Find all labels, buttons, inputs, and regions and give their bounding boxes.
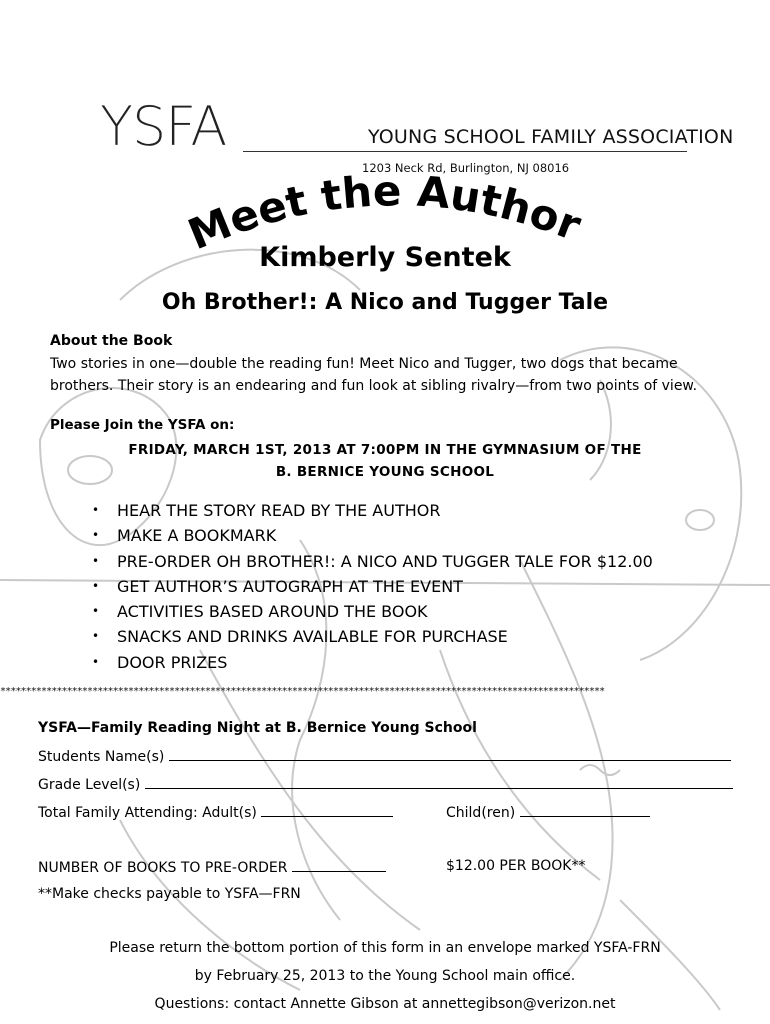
grade-label: Grade Level(s) xyxy=(38,777,141,793)
price-label: $12.00 PER BOOK** xyxy=(446,858,586,874)
list-item: • SNACKS AND DRINKS AVAILABLE FOR PURCHASE xyxy=(92,624,653,649)
organization-address: 1203 Neck Rd, Burlington, NJ 08016 xyxy=(362,161,570,175)
checks-note: **Make checks payable to YSFA—FRN xyxy=(38,886,301,902)
list-item: • MAKE A BOOKMARK xyxy=(92,523,653,548)
books-count-field[interactable] xyxy=(292,858,386,872)
event-line-1: FRIDAY, MARCH 1ST, 2013 AT 7:00PM IN THE GYMNASIUM OF THE xyxy=(128,442,642,458)
children-row xyxy=(446,803,650,821)
form-title: YSFA—Family Reading Night at B. Bernice Young School xyxy=(38,720,477,736)
grade-row xyxy=(38,775,733,793)
students-row xyxy=(38,747,731,765)
contact-info: Questions: contact Annette Gibson at annettegibson@verizon.net xyxy=(154,996,616,1012)
list-item: • DOOR PRIZES xyxy=(92,650,653,675)
adults-count-field[interactable] xyxy=(261,803,393,817)
book-title: Oh Brother!: A Nico and Tugger Tale xyxy=(161,290,609,315)
about-text: Two stories in one—double the reading fun! Meet Nico and Tugger, two dogs that became brothers. Their story is an endearing and fun look at sibling rivalry—from two points of view. xyxy=(50,356,698,394)
event-line-2: B. BERNICE YOUNG SCHOOL xyxy=(275,464,495,480)
headline-text: Meet the Author xyxy=(181,168,588,260)
students-name-field[interactable] xyxy=(169,747,731,761)
books-label: NUMBER OF BOOKS TO PRE-ORDER xyxy=(38,860,288,876)
children-count-field[interactable] xyxy=(520,803,650,817)
students-label: Students Name(s) xyxy=(38,749,165,765)
children-label: Child(ren) xyxy=(446,805,516,821)
list-item: • GET AUTHOR’S AUTOGRAPH AT THE EVENT xyxy=(92,574,653,599)
list-item: • PRE-ORDER OH BROTHER!: A NICO AND TUGGER TALE FOR $12.00 xyxy=(92,549,653,574)
books-row xyxy=(38,858,386,876)
list-item: • HEAR THE STORY READ BY THE AUTHOR xyxy=(92,498,653,523)
organization-name: YOUNG SCHOOL FAMILY ASSOCIATION xyxy=(368,126,734,148)
grade-level-field[interactable] xyxy=(145,775,733,789)
activities-list xyxy=(92,498,653,675)
event-details xyxy=(0,439,770,483)
author-name: Kimberly Sentek xyxy=(259,242,511,273)
about-heading: About the Book xyxy=(50,333,173,349)
cut-line-separator: ********************************************************************************************************************** xyxy=(0,686,605,697)
adults-label: Total Family Attending: Adult(s) xyxy=(38,805,257,821)
logo-divider xyxy=(243,151,687,152)
return-instructions: Please return the bottom portion of this form in an envelope marked YSFA-FRN xyxy=(109,940,661,956)
ysfa-logo: YSFA xyxy=(100,95,227,158)
adults-row xyxy=(38,803,393,821)
return-deadline: by February 25, 2013 to the Young School main office. xyxy=(194,968,576,984)
join-heading: Please Join the YSFA on: xyxy=(50,417,235,433)
list-item: • ACTIVITIES BASED AROUND THE BOOK xyxy=(92,599,653,624)
